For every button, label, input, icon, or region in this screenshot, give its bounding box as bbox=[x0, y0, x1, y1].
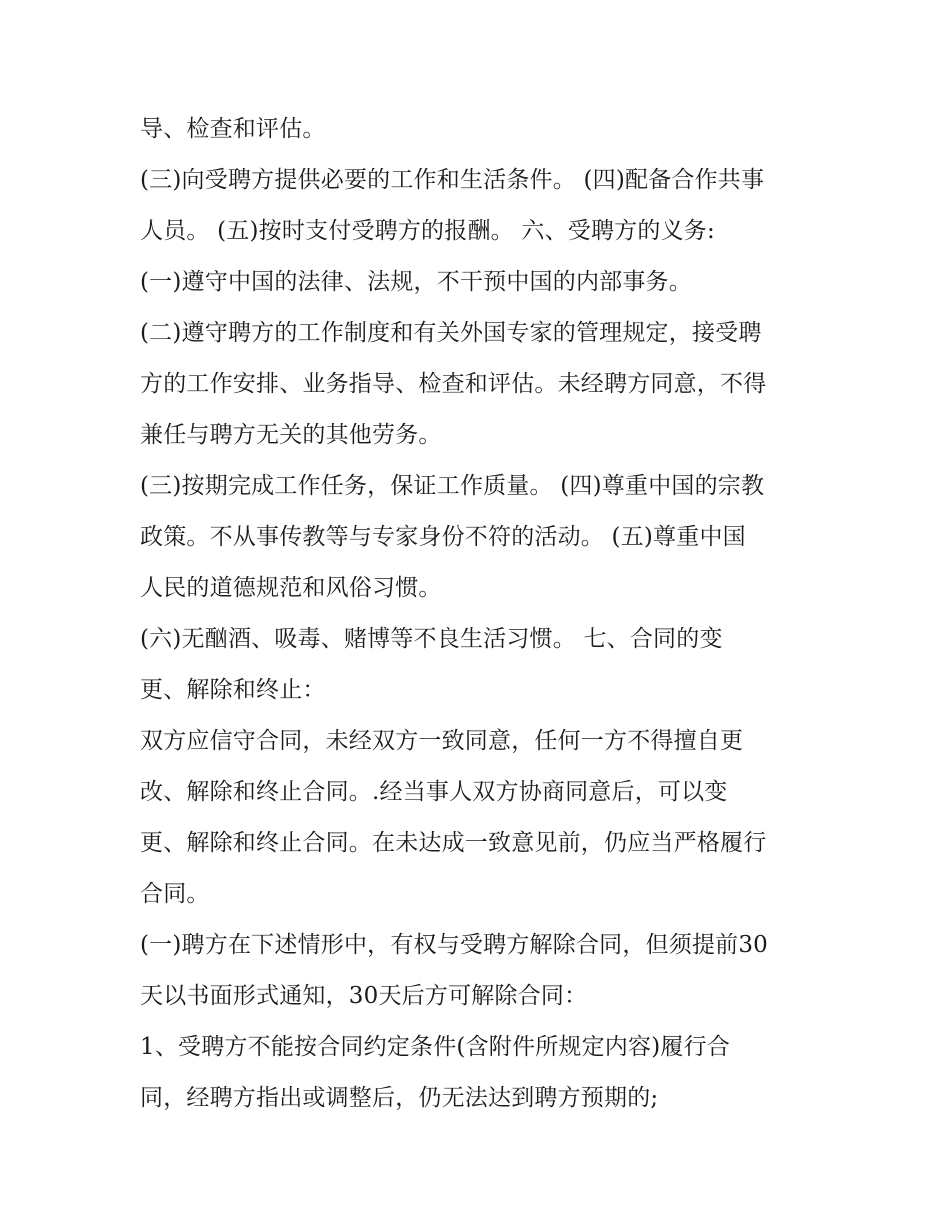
text-line: 政策。不从事传教等与专家身份不符的活动。 (五)尊重中国 bbox=[140, 524, 746, 550]
text-line: 改、解除和终止合同。.经当事人双方协商同意后，可以变 bbox=[140, 779, 728, 805]
text-line: (一)聘方在下述情形中，有权与受聘方解除合同，但须提前30 bbox=[140, 932, 769, 958]
text-line: 人员。 (五)按时支付受聘方的报酬。 六、受聘方的义务: bbox=[140, 218, 715, 244]
text-line: 导、检查和评估。 bbox=[140, 116, 326, 142]
document-body bbox=[140, 104, 840, 1124]
text-line: 1、受聘方不能按合同约定条件(含附件所规定内容)履行合 bbox=[140, 1034, 730, 1060]
text-line: 方的工作安排、业务指导、检查和评估。未经聘方同意，不得 bbox=[140, 371, 767, 397]
text-line: 天以书面形式通知，30天后方可解除合同： bbox=[140, 983, 588, 1009]
text-line: (一)遵守中国的法律、法规，不干预中国的内部事务。 bbox=[140, 269, 692, 295]
text-line: (三)按期完成工作任务，保证工作质量。 (四)尊重中国的宗教 bbox=[140, 473, 765, 499]
text-line: 合同。 bbox=[140, 881, 210, 907]
text-line: (三)向受聘方提供必要的工作和生活条件。 (四)配备合作共事 bbox=[140, 167, 765, 193]
text-line: 人民的道德规范和风俗习惯。 bbox=[140, 575, 442, 601]
text-line: 更、解除和终止合同。在未达成一致意见前，仍应当严格履行 bbox=[140, 830, 767, 856]
text-line: 更、解除和终止： bbox=[140, 677, 326, 703]
text-line: (二)遵守聘方的工作制度和有关外国专家的管理规定，接受聘 bbox=[140, 320, 762, 346]
text-line: 兼任与聘方无关的其他劳务。 bbox=[140, 422, 442, 448]
text-line: 同，经聘方指出或调整后，仍无法达到聘方预期的; bbox=[140, 1085, 659, 1111]
text-line: (六)无酗酒、吸毒、赌博等不良生活习惯。 七、合同的变 bbox=[140, 626, 723, 652]
text-line: 双方应信守合同，未经双方一致同意，任何一方不得擅自更 bbox=[140, 728, 744, 754]
